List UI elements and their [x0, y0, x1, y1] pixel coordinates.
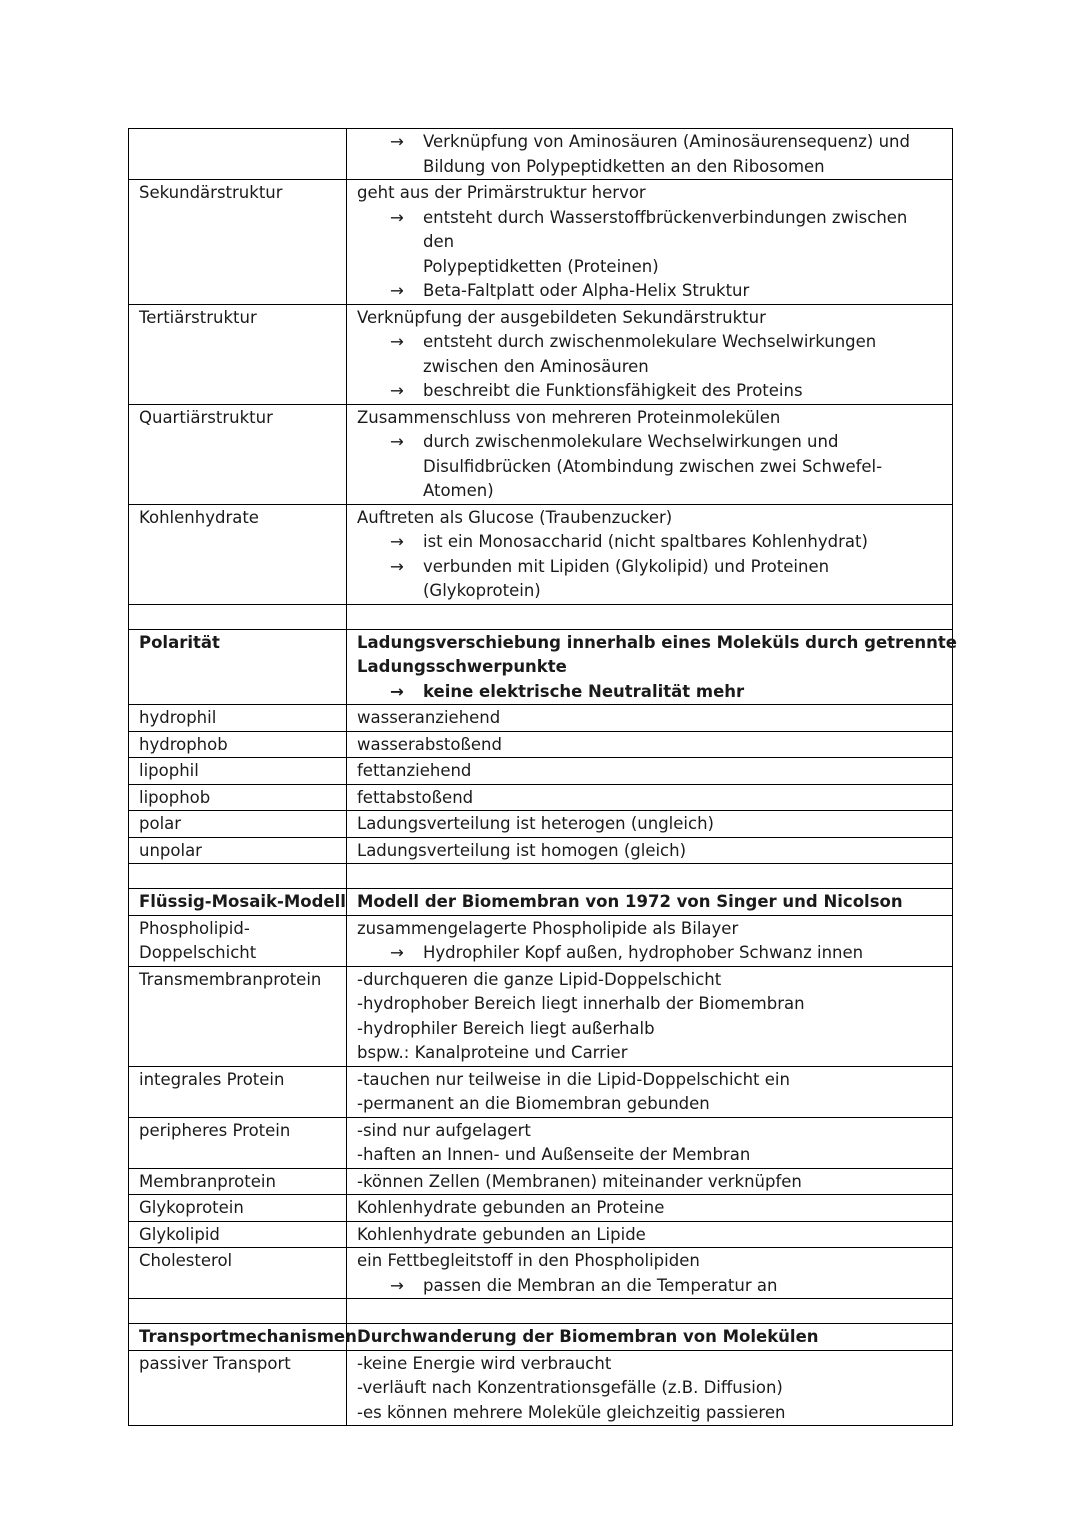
- term-cell: [129, 1324, 357, 1351]
- term-text: Quartiärstruktur: [139, 407, 273, 427]
- glossary-table: [128, 128, 957, 1426]
- definition-cell: [347, 1221, 953, 1248]
- table-row: [129, 504, 953, 604]
- term-cell: [129, 1195, 347, 1222]
- term-cell: [129, 758, 347, 785]
- definition-line: fettabstoßend: [357, 787, 474, 807]
- term-text: lipophil: [139, 761, 199, 780]
- term-cell: [129, 811, 347, 838]
- term-cell: [129, 1221, 347, 1248]
- continuation-line: zwischen den Aminosäuren: [423, 356, 649, 376]
- table-row: [129, 837, 953, 864]
- definition-cell: [347, 889, 953, 916]
- definition-cell: [347, 758, 953, 785]
- definition-cell: [347, 784, 953, 811]
- term-text: polar: [139, 814, 182, 833]
- table-row: [129, 1221, 953, 1248]
- arrow-bullet-line: → Hydrophiler Kopf außen, hydrophober Schwanz innen: [357, 941, 942, 966]
- spacer-cell: [129, 604, 347, 629]
- spacer-cell: [347, 1299, 953, 1324]
- table-row: [129, 304, 953, 404]
- arrow-bullet-line: → beschreibt die Funktionsfähigkeit des Proteins: [357, 379, 942, 404]
- definition-cell: [347, 504, 953, 604]
- table-row: [129, 129, 953, 180]
- continuation-line: Atomen): [423, 481, 494, 500]
- term-cell: [129, 1066, 347, 1117]
- definition-line: wasserabstoßend: [357, 734, 502, 754]
- definition-line: -haften an Innen- und Außenseite der Membran: [357, 1145, 751, 1164]
- definition-line: fettanziehend: [357, 761, 472, 780]
- continuation-line: Bildung von Polypeptidketten an den Ribosomen: [423, 156, 825, 176]
- term-text: Tertiärstruktur: [139, 307, 257, 327]
- term-cell: [129, 1168, 347, 1195]
- table-row: [129, 629, 953, 705]
- term-cell: [129, 129, 347, 180]
- definition-line: Zusammenschluss von mehreren Proteinmolekülen: [357, 407, 781, 427]
- term-cell: [129, 731, 347, 758]
- definition-cell: [347, 811, 953, 838]
- term-text: unpolar: [139, 840, 202, 860]
- term-text: Transmembranprotein: [139, 969, 322, 989]
- spacer-cell: [347, 864, 953, 889]
- definition-line: geht aus der Primärstruktur hervor: [357, 183, 646, 202]
- definition-line: -keine Energie wird verbraucht: [357, 1353, 612, 1373]
- definition-line: -sind nur aufgelagert: [357, 1120, 531, 1140]
- table-row: [129, 1248, 953, 1299]
- arrow-bullet-line: → Beta-Faltplatt oder Alpha-Helix Struktur: [357, 279, 942, 304]
- definition-line: zusammengelagerte Phospholipide als Bilayer: [357, 918, 739, 938]
- term-cell: [129, 705, 347, 732]
- definition-cell: [347, 629, 957, 705]
- term-text: peripheres Protein: [139, 1120, 291, 1140]
- arrow-bullet-line: → verbunden mit Lipiden (Glykolipid) und Proteinen: [357, 555, 942, 580]
- term-text: Cholesterol: [139, 1251, 233, 1270]
- glossary-rows: [129, 129, 957, 1426]
- arrow-bullet-line: → entsteht durch Wasserstoffbrückenverbindungen zwischen den: [357, 206, 942, 255]
- definition-line: -es können mehrere Moleküle gleichzeitig passieren: [357, 1402, 786, 1422]
- table-row: [129, 1066, 953, 1117]
- term-text: hydrophil: [139, 708, 217, 727]
- definition-line: Durchwanderung der Biomembran von Molekülen: [357, 1327, 819, 1346]
- definition-cell: [347, 731, 953, 758]
- definition-cell: [347, 304, 953, 404]
- term-cell: [129, 304, 347, 404]
- spacer-row: [129, 1299, 953, 1324]
- term-text: Doppelschicht: [139, 943, 257, 962]
- table-row: [129, 758, 953, 785]
- definition-line: Kohlenhydrate gebunden an Lipide: [357, 1224, 646, 1244]
- definition-line: -tauchen nur teilweise in die Lipid-Doppelschicht ein: [357, 1069, 790, 1089]
- term-cell: [129, 915, 347, 966]
- term-text: hydrophob: [139, 734, 228, 754]
- term-cell: [129, 1117, 347, 1168]
- definition-cell: [347, 1168, 953, 1195]
- definition-cell: [347, 1350, 953, 1426]
- spacer-row: [129, 604, 953, 629]
- continuation-line: (Glykoprotein): [423, 581, 541, 600]
- table-row: [129, 811, 953, 838]
- definition-cell: [347, 1324, 953, 1351]
- term-text: integrales Protein: [139, 1069, 285, 1089]
- table-row: [129, 1168, 953, 1195]
- definition-line: -hydrophober Bereich liegt innerhalb der Biomembran: [357, 994, 805, 1013]
- table-row: [129, 784, 953, 811]
- table-row: [129, 1195, 953, 1222]
- definition-cell: [347, 1117, 953, 1168]
- spacer-cell: [129, 864, 347, 889]
- definition-line: Ladungsverteilung ist heterogen (ungleich): [357, 814, 714, 833]
- table-row: [129, 731, 953, 758]
- table-row: [129, 966, 953, 1066]
- arrow-bullet-line: → ist ein Monosaccharid (nicht spaltbares Kohlenhydrat): [357, 530, 942, 555]
- term-cell: [129, 180, 347, 305]
- term-text: Kohlenhydrate: [139, 507, 259, 527]
- arrow-bullet-line: → entsteht durch zwischenmolekulare Wechselwirkungen: [357, 330, 942, 355]
- definition-cell: [347, 129, 953, 180]
- term-cell: [129, 889, 347, 916]
- table-row: [129, 915, 953, 966]
- term-text: Sekundärstruktur: [139, 183, 283, 202]
- table-row: [129, 1324, 953, 1351]
- definition-line: Modell der Biomembran von 1972 von Singer und Nicolson: [357, 892, 903, 911]
- definition-line: Ladungsschwerpunkte: [357, 657, 567, 676]
- table-row: [129, 889, 953, 916]
- definition-cell: [347, 966, 953, 1066]
- definition-cell: [347, 1195, 953, 1222]
- definition-cell: [347, 1248, 953, 1299]
- arrow-bullet-line: → keine elektrische Neutralität mehr: [357, 680, 942, 705]
- term-text: passiver Transport: [139, 1353, 291, 1373]
- table-row: [129, 404, 953, 504]
- term-text: Transportmechanismen: [139, 1327, 357, 1346]
- term-text: lipophob: [139, 787, 211, 807]
- term-cell: [129, 784, 347, 811]
- term-cell: [129, 504, 347, 604]
- term-cell: [129, 837, 347, 864]
- term-text: Glykoprotein: [139, 1198, 244, 1217]
- definition-line: Ladungsverschiebung innerhalb eines Moleküls durch getrennte: [357, 632, 957, 652]
- term-text: Phospholipid-: [139, 918, 250, 938]
- table-row: [129, 1350, 953, 1426]
- definition-cell: [347, 180, 953, 305]
- table-row: [129, 180, 953, 305]
- definition-line: wasseranziehend: [357, 708, 501, 727]
- definition-cell: [347, 915, 953, 966]
- arrow-bullet-line: → passen die Membran an die Temperatur an: [357, 1274, 942, 1299]
- definition-line: -verläuft nach Konzentrationsgefälle (z.B. Diffusion): [357, 1378, 783, 1397]
- definition-cell: [347, 837, 953, 864]
- term-cell: [129, 404, 347, 504]
- definition-line: -hydrophiler Bereich liegt außerhalb: [357, 1018, 655, 1038]
- spacer-cell: [129, 1299, 347, 1324]
- continuation-line: Disulfidbrücken (Atombindung zwischen zwei Schwefel-: [423, 456, 883, 476]
- definition-line: ein Fettbegleitstoff in den Phospholipiden: [357, 1251, 700, 1270]
- definition-line: Verknüpfung der ausgebildeten Sekundärstruktur: [357, 307, 766, 327]
- definition-cell: [347, 404, 953, 504]
- term-text: Membranprotein: [139, 1171, 276, 1191]
- term-cell: [129, 629, 347, 705]
- table-row: [129, 1117, 953, 1168]
- arrow-bullet-line: → durch zwischenmolekulare Wechselwirkungen und: [357, 430, 942, 455]
- arrow-bullet-line: → Verknüpfung von Aminosäuren (Aminosäurensequenz) und: [357, 130, 942, 155]
- continuation-line: Polypeptidketten (Proteinen): [423, 256, 659, 276]
- definition-line: -können Zellen (Membranen) miteinander verknüpfen: [357, 1171, 802, 1191]
- definition-cell: [347, 705, 953, 732]
- term-cell: [129, 1350, 347, 1426]
- definition-line: Auftreten als Glucose (Traubenzucker): [357, 507, 673, 527]
- term-cell: [129, 1248, 347, 1299]
- definition-line: -durchqueren die ganze Lipid-Doppelschicht: [357, 969, 722, 989]
- spacer-row: [129, 864, 953, 889]
- definition-cell: [347, 1066, 953, 1117]
- term-cell: [129, 966, 347, 1066]
- definition-line: bspw.: Kanalproteine und Carrier: [357, 1043, 628, 1062]
- table-row: [129, 705, 953, 732]
- term-text: Flüssig-Mosaik-Modell: [139, 892, 346, 911]
- term-text: Glykolipid: [139, 1224, 220, 1244]
- definition-line: Kohlenhydrate gebunden an Proteine: [357, 1198, 665, 1217]
- spacer-cell: [347, 604, 953, 629]
- definition-line: -permanent an die Biomembran gebunden: [357, 1094, 710, 1113]
- definition-line: Ladungsverteilung ist homogen (gleich): [357, 840, 687, 860]
- term-text: Polarität: [139, 632, 220, 652]
